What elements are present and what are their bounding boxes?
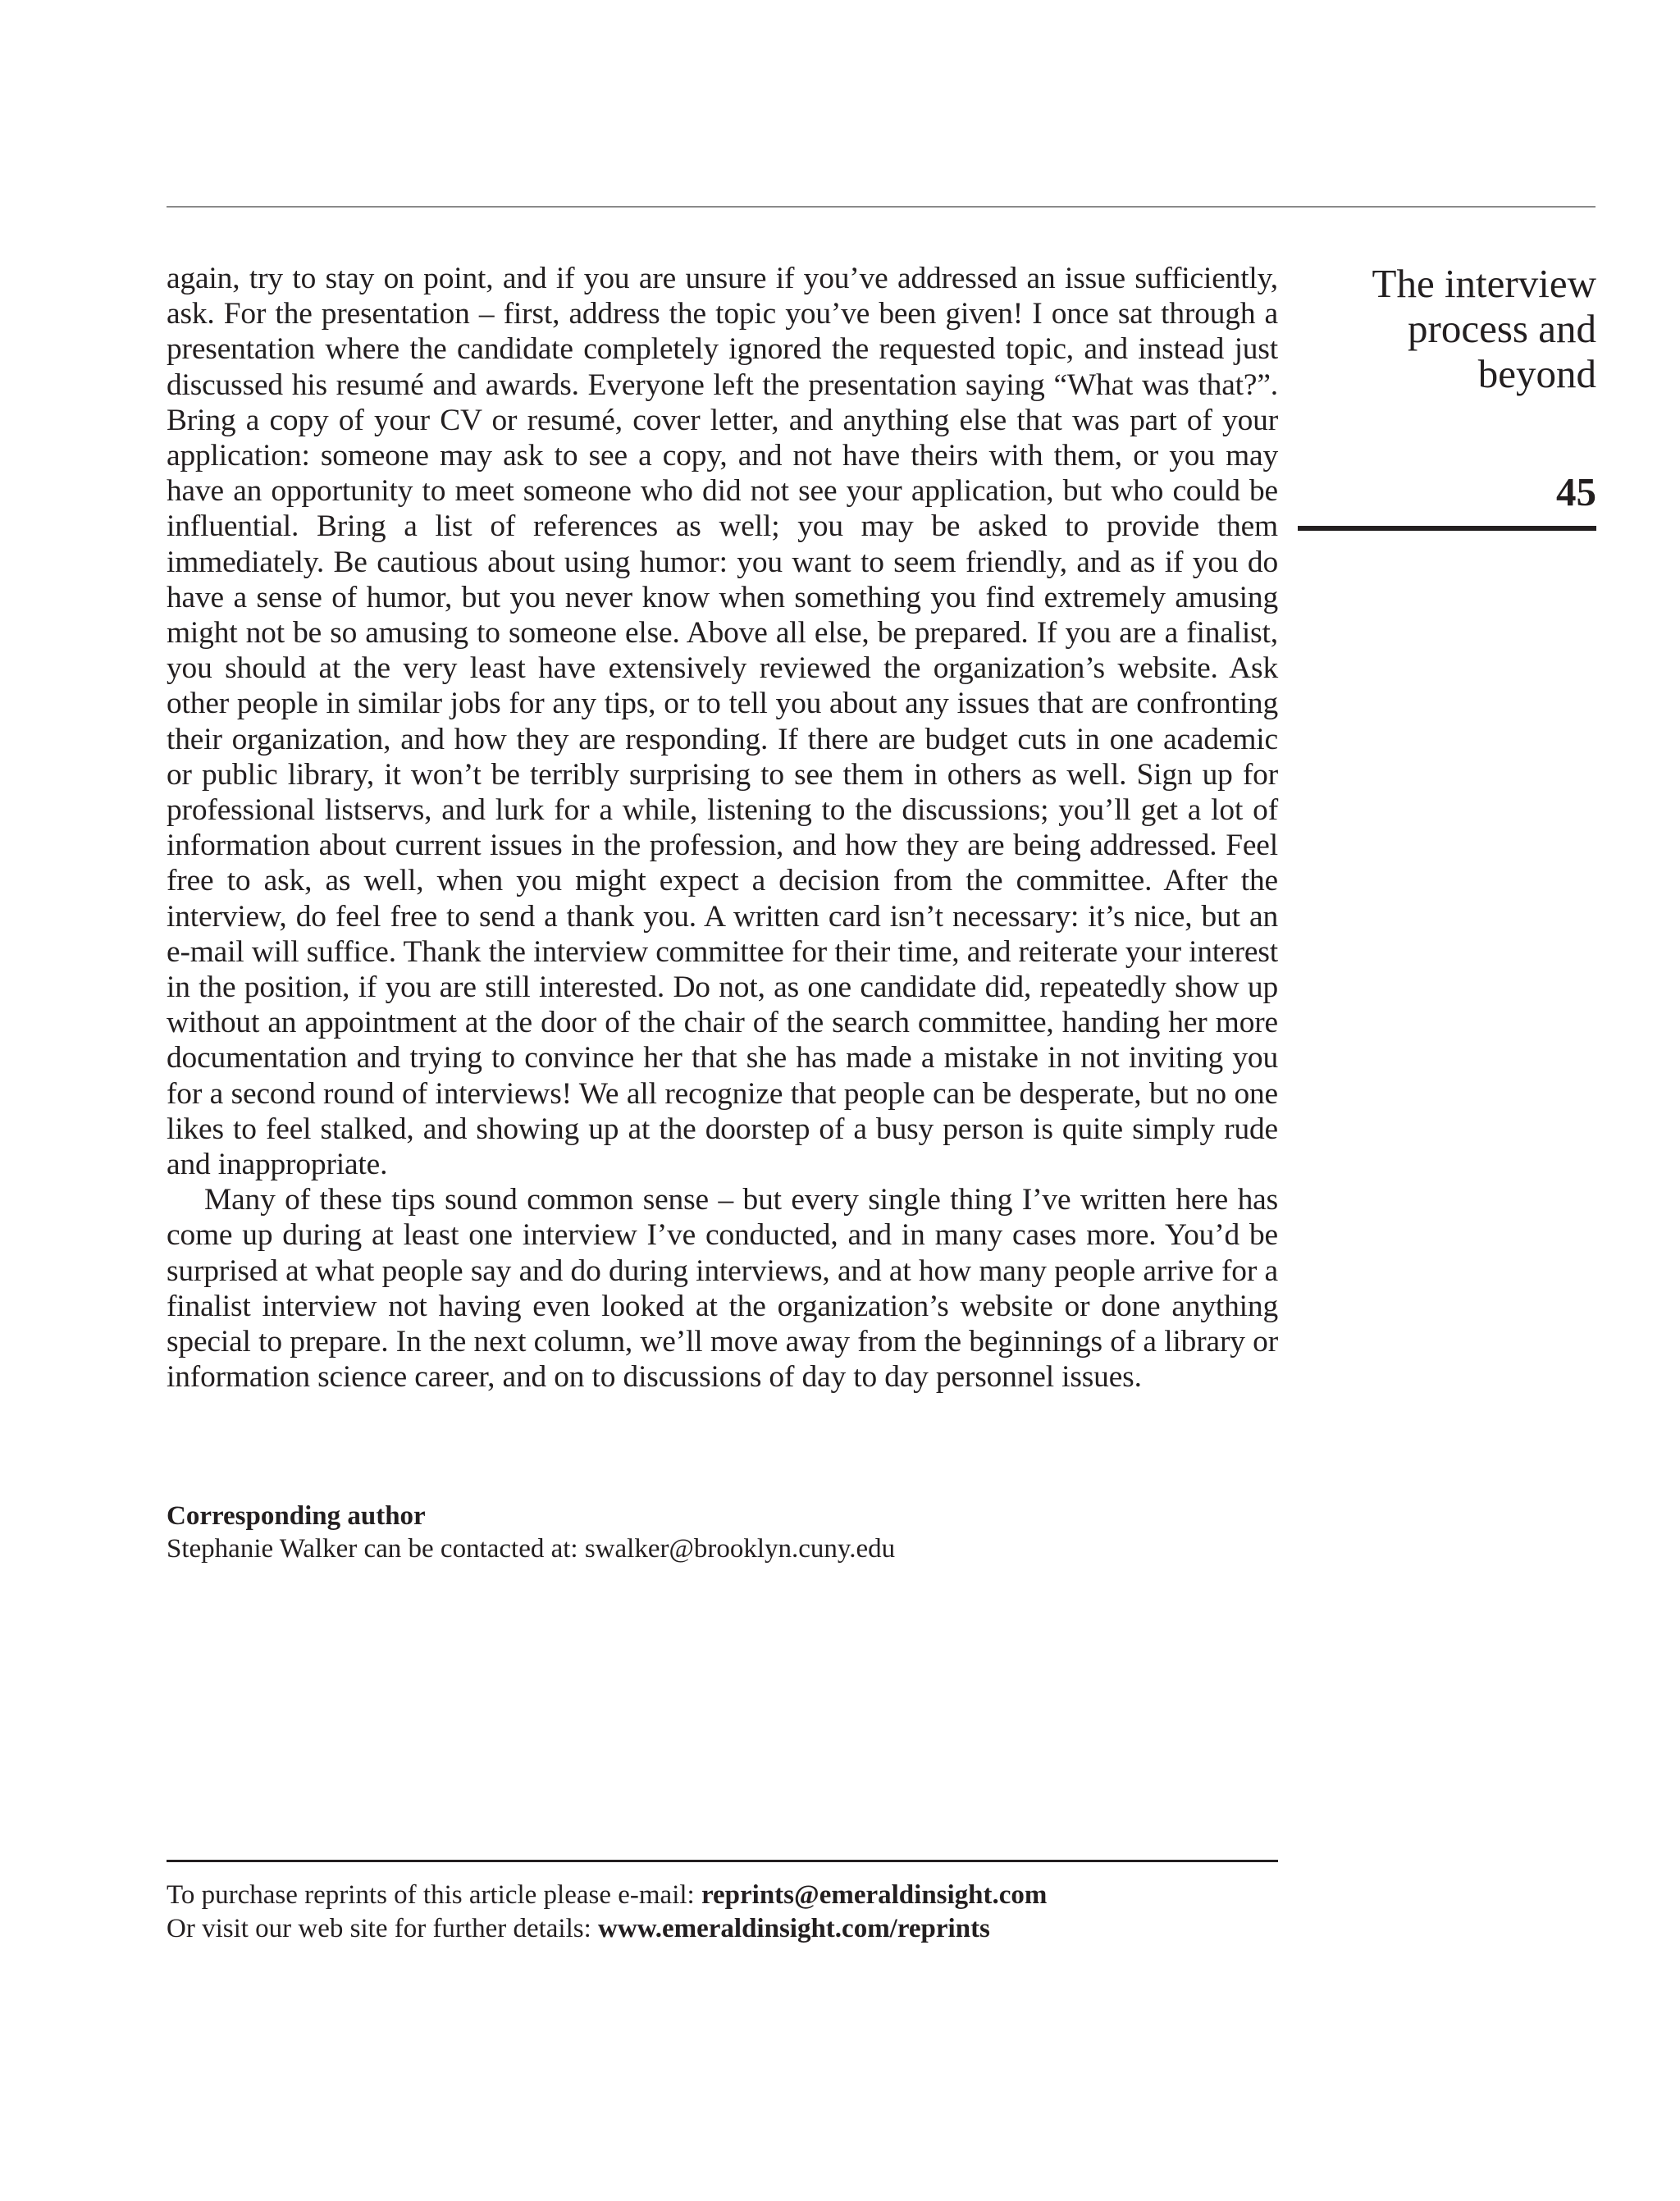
reprints-email-link[interactable]: reprints@emeraldinsight.com [701,1880,1048,1910]
reprints-line-2 [167,1912,1278,1946]
reprints-line-1 [167,1879,1278,1912]
reprints-web-label: Or visit our web site for further details: [167,1914,599,1943]
reprints-email-label: To purchase reprints of this article please e-mail: [167,1880,701,1910]
running-head-line-3: beyond [1477,351,1596,396]
running-head-line-2: process and [1408,306,1596,351]
page-number: 45 [1556,469,1596,514]
top-rule [167,206,1596,208]
body-paragraph-1: again, try to stay on point, and if you are unsure if you’ve addressed an issue sufficiently, ask. For the presentation – first, address the topic you’ve been given! I once sat through a presentation where the candidate completely ignored the requested topic, and instead just discussed his resumé and awards. Everyone left the presentation saying “What was that?”. Bring a copy of your CV or resumé, cover letter, and anything else that was part of your application: someone may ask to see a copy, and not have theirs with them, or you may have an opportunity to meet someone who did not see your application, but who could be influential. Bring a list of references as well; you may be asked to provide them immediately. Be cautious about using humor: you want to seem friendly, and as if you do have a sense of humor, but you never know when something you find extremely amusing might not be so amusing to someone else. Above all else, be prepared. If you are a finalist, you should at the very least have extensively reviewed the organization’s website. Ask other people in similar jobs for any tips, or to tell you about any issues that are confronting their organization, and how they are responding. If there are budget cuts in one academic or public library, it won’t be terribly surprising to see them in others as well. Sign up for professional listservs, and lurk for a while, listening to the discussions; you’ll get a lot of information about current issues in the profession, and how they are being addressed. Feel free to ask, as well, when you might expect a decision from the committee. After the interview, do feel free to send a thank you. A written card isn’t necessary: it’s nice, but an e-mail will suffice. Thank the interview committee for their time, and reiterate your interest in the position, if you are still interested. Do not, as one candidate did, repeatedly show up without an appointment at the door of the chair of the search committee, handing her more documentation and trying to convince her that she has made a mistake in not inviting you for a second round of interviews! We all recognize that people can be desperate, but no one likes to feel stalked, and showing up at the doorstep of a busy person is quite simply rude and inappropriate. [167,262,1278,1182]
corresponding-author-contact: Stephanie Walker can be contacted at: swalker@brooklyn.cuny.edu [167,1534,896,1564]
article-body [167,261,1278,1395]
corresponding-author-heading: Corresponding author [167,1501,426,1531]
running-head [1280,261,1596,396]
body-paragraph-2: Many of these tips sound common sense – but every single thing I’ve written here has come up during at least one interview I’ve conducted, and in many cases more. You’d be surprised at what people say and do during interviews, and at how many people arrive for a finalist interview not having even looked at the organization’s website or done anything special to prepare. In the next column, we’ll move away from the beginnings of a library or information science career, and on to discussions of day to day personnel issues. [167,1183,1278,1395]
page-number-rule [1298,526,1596,531]
reprints-web-link[interactable]: www.emeraldinsight.com/reprints [598,1914,990,1943]
reprints-notice [167,1879,1278,1946]
running-head-line-1: The interview [1372,261,1596,306]
footer-rule [167,1860,1278,1862]
corresponding-author [167,1500,1278,1565]
